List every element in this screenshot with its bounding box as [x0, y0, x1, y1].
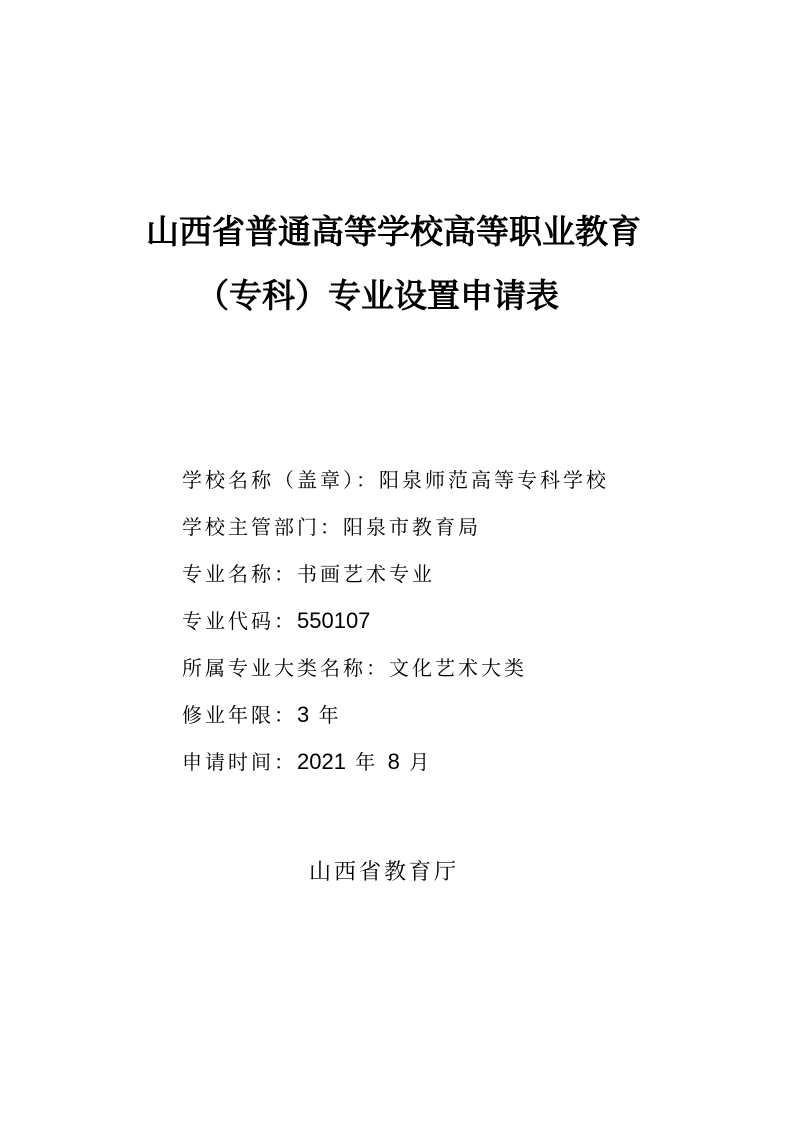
- apply-month: 8: [387, 749, 400, 774]
- major-code-label: 专业代码：: [182, 609, 297, 633]
- apply-year-unit: 年: [345, 750, 388, 774]
- issuing-authority: 山西省教育厅: [309, 860, 460, 885]
- application-info-list: [182, 466, 609, 795]
- duration-value: 3: [297, 702, 310, 727]
- duration-row: [182, 701, 609, 729]
- apply-year: 2021: [297, 749, 346, 774]
- category-row: 所属专业大类名称：文化艺术大类: [182, 656, 527, 680]
- duration-label: 修业年限：: [182, 703, 297, 727]
- apply-time-label: 申请时间：: [182, 750, 297, 774]
- major-code-value: 550107: [297, 608, 371, 633]
- apply-month-unit: 月: [399, 750, 433, 774]
- school-name-row: 学校名称（盖章）：阳泉师范高等专科学校: [182, 468, 609, 492]
- form-title-line-2: （专科）专业设置申请表: [196, 276, 559, 315]
- major-code-row: [182, 607, 609, 635]
- authority-row: 学校主管部门：阳泉市教育局: [182, 515, 481, 539]
- duration-unit: 年: [309, 703, 342, 727]
- form-title-line-1: 山西省普通高等学校高等职业教育: [146, 212, 641, 251]
- major-name-row: 专业名称：书画艺术专业: [182, 562, 435, 586]
- apply-time-row: [182, 748, 609, 776]
